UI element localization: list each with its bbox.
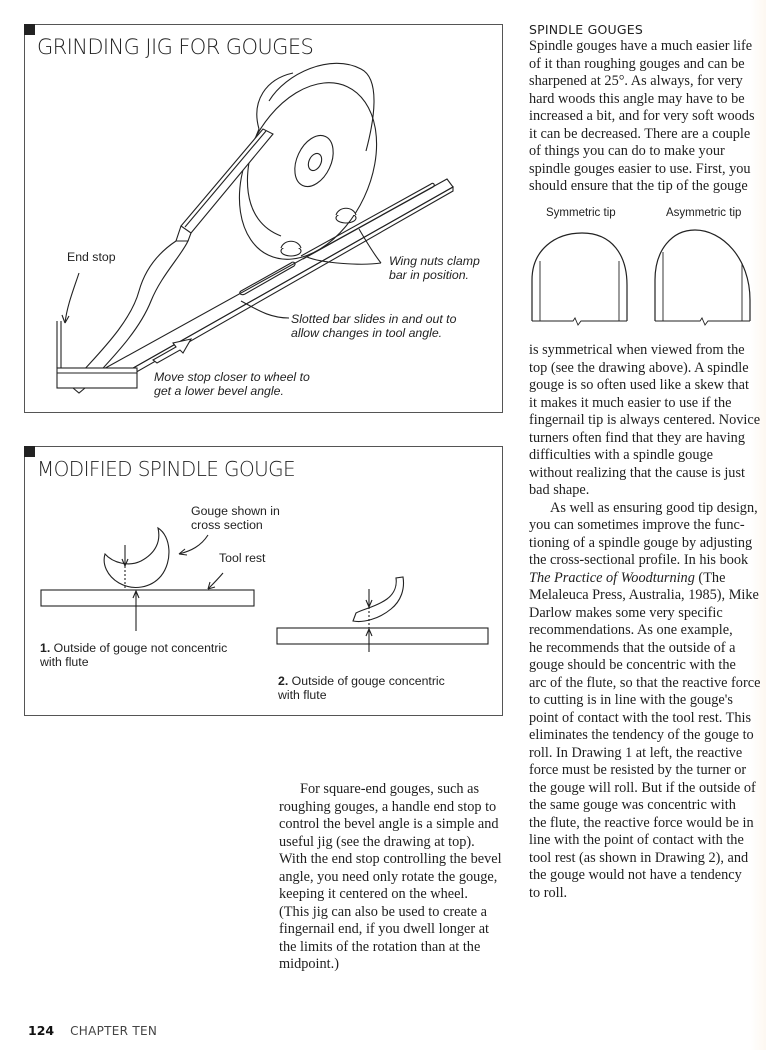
label-tool-rest: Tool rest [219, 551, 266, 565]
label-slotted-bar-line1: Slotted bar slides in and out to [291, 312, 457, 326]
caption-drawing-2-line1: 2. Outside of gouge concentric [278, 674, 445, 688]
page-number: 124 [28, 1023, 55, 1038]
label-move-stop-line2: get a lower bevel angle. [154, 384, 284, 398]
page-footer [28, 1022, 157, 1040]
label-asymmetric-tip: Asymmetric tip [666, 207, 742, 219]
figure-title: MODIFIED SPINDLE GOUGE [37, 457, 296, 481]
caption-drawing-1-line2: with flute [40, 655, 89, 669]
caption-drawing-1-line1: 1. Outside of gouge not concentric [40, 641, 228, 655]
section-heading: SPINDLE GOUGES [529, 22, 643, 37]
right-column-para1: Spindle gouges have a much easier life of it than roughing gouges and can be sharpened at 25°. As always, for very hard woods this angle may have to be increased a bit, and for very soft woods it can be decreased. There are a couple of things you can do to make your spindle gouges easier to use. First, you should ensure that the tip of the gouge [529, 38, 755, 194]
chapter-label: CHAPTER TEN [70, 1024, 158, 1038]
book-title: The Practice of Woodturning [529, 569, 695, 586]
label-wing-nuts-line2: bar in position. [389, 268, 469, 282]
figure-title: GRINDING JIG FOR GOUGES [37, 35, 314, 59]
label-end-stop: End stop [67, 250, 116, 264]
right-column-para1-continued: is symmetrical when viewed from the top (see the drawing above). A spindle gouge is so often used like a skew that it makes it much easier to use if the fingernail tip is always centered. Novice turners often find that they are having difficulties with a spindle gouge without realizing that the cause is just bad shape. As well as ensuring good tip design, you can sometimes improve the func- tioning of a spindle gouge by adjusting the cross-sectional profile. In his book The Practice of Woodturning (The Melaleuca Press, Australia, 1985), Mike Darlow makes some very specific recommendations. As one example, he recommends that the outside of a gouge should be concentric with the arc of the flute, so that the reactive force to cutting is in line with the gouge's point of contact with the tool rest. This eliminates the tendency of the gouge to roll. In Drawing 1 at left, the reactive force must be resisted by the turner or the gouge will roll. But if the outside of the same gouge was concentric with the flute, the reactive force would be in line with the point of contact with the tool rest (as shown in Drawing 2), and the gouge would not have a tendency to roll. [529, 342, 761, 901]
label-slotted-bar-line2: allow changes in tool angle. [291, 326, 443, 340]
label-cross-section-line1: Gouge shown in [191, 504, 280, 518]
label-symmetric-tip: Symmetric tip [546, 207, 616, 219]
label-move-stop-line1: Move stop closer to wheel to [154, 370, 310, 384]
label-cross-section-line2: cross section [191, 518, 263, 532]
caption-drawing-2-line2: with flute [278, 688, 327, 702]
middle-column-para: For square-end gouges, such as roughing gouges, a handle end stop to control the bevel angle is a simple and useful jig (see the drawing at top). With the end stop controlling the bevel angle, you need only rotate the gouge, keeping it centered on the wheel. (This jig can also be used to create a fingernail end, if you dwell longer at the limits of the rotation than at the midpoint.) [279, 781, 502, 972]
label-wing-nuts-line1: Wing nuts clamp [389, 254, 480, 268]
